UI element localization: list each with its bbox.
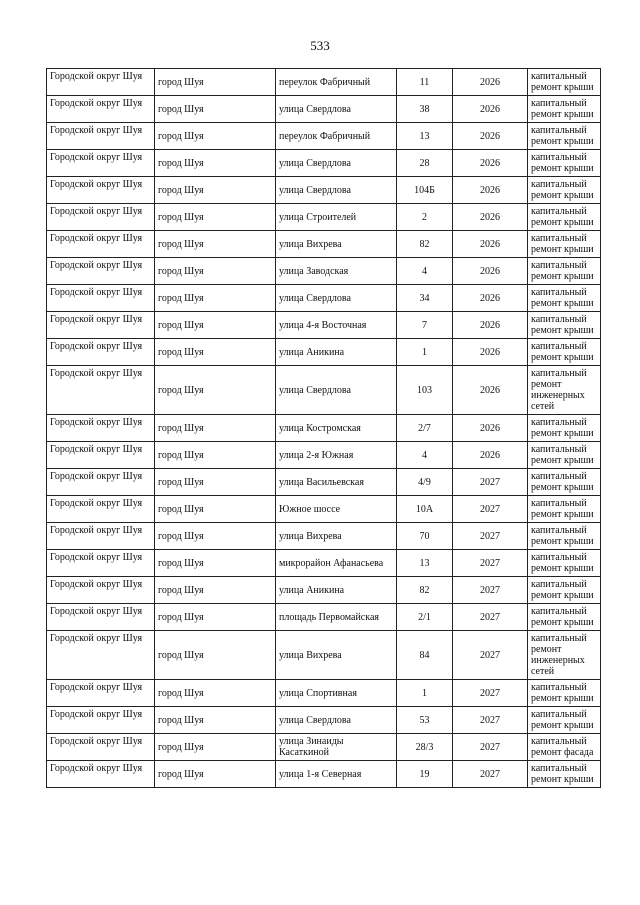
house-number-cell: 10А bbox=[397, 496, 453, 523]
city-cell: город Шуя bbox=[155, 204, 276, 231]
house-number-cell: 53 bbox=[397, 707, 453, 734]
work-type-cell: капитальный ремонт крыши bbox=[528, 312, 601, 339]
district-cell: Городской округ Шуя bbox=[47, 469, 155, 496]
year-cell: 2026 bbox=[453, 366, 528, 415]
city-cell: город Шуя bbox=[155, 258, 276, 285]
year-cell: 2027 bbox=[453, 604, 528, 631]
district-cell: Городской округ Шуя bbox=[47, 680, 155, 707]
street-cell: улица Свердлова bbox=[276, 285, 397, 312]
district-cell: Городской округ Шуя bbox=[47, 761, 155, 788]
city-cell: город Шуя bbox=[155, 339, 276, 366]
house-number-cell: 104Б bbox=[397, 177, 453, 204]
district-cell: Городской округ Шуя bbox=[47, 204, 155, 231]
work-type-cell: капитальный ремонт крыши bbox=[528, 523, 601, 550]
work-type-cell: капитальный ремонт крыши bbox=[528, 177, 601, 204]
table-row bbox=[47, 204, 601, 231]
year-cell: 2026 bbox=[453, 150, 528, 177]
city-cell: город Шуя bbox=[155, 96, 276, 123]
page-number: 533 bbox=[310, 38, 330, 53]
work-type-cell: капитальный ремонт крыши bbox=[528, 415, 601, 442]
house-number-cell: 28/3 bbox=[397, 734, 453, 761]
table-row bbox=[47, 577, 601, 604]
house-number-cell: 19 bbox=[397, 761, 453, 788]
street-cell: улица Аникина bbox=[276, 577, 397, 604]
district-cell: Городской округ Шуя bbox=[47, 604, 155, 631]
street-cell: переулок Фабричный bbox=[276, 123, 397, 150]
table-row bbox=[47, 339, 601, 366]
street-cell: улица 4-я Восточная bbox=[276, 312, 397, 339]
street-cell: улица Зинаиды Касаткиной bbox=[276, 734, 397, 761]
year-cell: 2026 bbox=[453, 285, 528, 312]
house-number-cell: 84 bbox=[397, 631, 453, 680]
street-cell: улица Свердлова bbox=[276, 150, 397, 177]
work-type-cell: капитальный ремонт крыши bbox=[528, 204, 601, 231]
table-row bbox=[47, 734, 601, 761]
city-cell: город Шуя bbox=[155, 550, 276, 577]
city-cell: город Шуя bbox=[155, 285, 276, 312]
district-cell: Городской округ Шуя bbox=[47, 312, 155, 339]
year-cell: 2026 bbox=[453, 96, 528, 123]
house-number-cell: 13 bbox=[397, 550, 453, 577]
work-type-cell: капитальный ремонт крыши bbox=[528, 231, 601, 258]
year-cell: 2027 bbox=[453, 707, 528, 734]
table-row bbox=[47, 69, 601, 96]
year-cell: 2026 bbox=[453, 204, 528, 231]
house-number-cell: 11 bbox=[397, 69, 453, 96]
table-row bbox=[47, 680, 601, 707]
street-cell: улица Свердлова bbox=[276, 96, 397, 123]
city-cell: город Шуя bbox=[155, 469, 276, 496]
house-number-cell: 82 bbox=[397, 231, 453, 258]
table-row bbox=[47, 123, 601, 150]
house-number-cell: 4/9 bbox=[397, 469, 453, 496]
street-cell: улица 2-я Южная bbox=[276, 442, 397, 469]
street-cell: улица Свердлова bbox=[276, 366, 397, 415]
street-cell: улица Вихрева bbox=[276, 631, 397, 680]
house-number-cell: 2 bbox=[397, 204, 453, 231]
year-cell: 2027 bbox=[453, 680, 528, 707]
city-cell: город Шуя bbox=[155, 496, 276, 523]
house-number-cell: 1 bbox=[397, 680, 453, 707]
work-type-cell: капитальный ремонт крыши bbox=[528, 604, 601, 631]
city-cell: город Шуя bbox=[155, 150, 276, 177]
work-type-cell: капитальный ремонт крыши bbox=[528, 442, 601, 469]
city-cell: город Шуя bbox=[155, 415, 276, 442]
work-type-cell: капитальный ремонт крыши bbox=[528, 258, 601, 285]
year-cell: 2027 bbox=[453, 496, 528, 523]
year-cell: 2027 bbox=[453, 734, 528, 761]
district-cell: Городской округ Шуя bbox=[47, 523, 155, 550]
street-cell: улица Строителей bbox=[276, 204, 397, 231]
work-type-cell: капитальный ремонт инженерных сетей bbox=[528, 366, 601, 415]
work-type-cell: капитальный ремонт крыши bbox=[528, 150, 601, 177]
work-type-cell: капитальный ремонт крыши bbox=[528, 123, 601, 150]
city-cell: город Шуя bbox=[155, 442, 276, 469]
district-cell: Городской округ Шуя bbox=[47, 150, 155, 177]
house-number-cell: 38 bbox=[397, 96, 453, 123]
work-type-cell: капитальный ремонт крыши bbox=[528, 285, 601, 312]
year-cell: 2027 bbox=[453, 761, 528, 788]
table-row bbox=[47, 604, 601, 631]
year-cell: 2027 bbox=[453, 523, 528, 550]
year-cell: 2026 bbox=[453, 177, 528, 204]
work-type-cell: капитальный ремонт крыши bbox=[528, 339, 601, 366]
street-cell: улица Аникина bbox=[276, 339, 397, 366]
house-number-cell: 103 bbox=[397, 366, 453, 415]
work-type-cell: капитальный ремонт крыши bbox=[528, 577, 601, 604]
table-row bbox=[47, 231, 601, 258]
street-cell: улица Спортивная bbox=[276, 680, 397, 707]
city-cell: город Шуя bbox=[155, 123, 276, 150]
city-cell: город Шуя bbox=[155, 680, 276, 707]
table-row bbox=[47, 469, 601, 496]
house-number-cell: 13 bbox=[397, 123, 453, 150]
district-cell: Городской округ Шуя bbox=[47, 577, 155, 604]
district-cell: Городской округ Шуя bbox=[47, 258, 155, 285]
city-cell: город Шуя bbox=[155, 69, 276, 96]
house-number-cell: 70 bbox=[397, 523, 453, 550]
house-number-cell: 34 bbox=[397, 285, 453, 312]
city-cell: город Шуя bbox=[155, 707, 276, 734]
city-cell: город Шуя bbox=[155, 366, 276, 415]
year-cell: 2026 bbox=[453, 69, 528, 96]
district-cell: Городской округ Шуя bbox=[47, 496, 155, 523]
street-cell: площадь Первомайская bbox=[276, 604, 397, 631]
city-cell: город Шуя bbox=[155, 577, 276, 604]
street-cell: переулок Фабричный bbox=[276, 69, 397, 96]
street-cell: улица Свердлова bbox=[276, 707, 397, 734]
year-cell: 2026 bbox=[453, 339, 528, 366]
table-row bbox=[47, 550, 601, 577]
city-cell: город Шуя bbox=[155, 312, 276, 339]
table-row bbox=[47, 366, 601, 415]
work-type-cell: капитальный ремонт инженерных сетей bbox=[528, 631, 601, 680]
street-cell: улица Заводская bbox=[276, 258, 397, 285]
city-cell: город Шуя bbox=[155, 734, 276, 761]
year-cell: 2026 bbox=[453, 442, 528, 469]
street-cell: микрорайон Афанасьева bbox=[276, 550, 397, 577]
house-number-cell: 1 bbox=[397, 339, 453, 366]
year-cell: 2026 bbox=[453, 123, 528, 150]
district-cell: Городской округ Шуя bbox=[47, 177, 155, 204]
table-row bbox=[47, 258, 601, 285]
street-cell: улица Вихрева bbox=[276, 231, 397, 258]
house-number-cell: 7 bbox=[397, 312, 453, 339]
house-number-cell: 2/1 bbox=[397, 604, 453, 631]
repair-schedule-table bbox=[46, 68, 601, 788]
house-number-cell: 2/7 bbox=[397, 415, 453, 442]
year-cell: 2026 bbox=[453, 415, 528, 442]
city-cell: город Шуя bbox=[155, 231, 276, 258]
work-type-cell: капитальный ремонт крыши bbox=[528, 96, 601, 123]
table-row bbox=[47, 761, 601, 788]
table-row bbox=[47, 631, 601, 680]
city-cell: город Шуя bbox=[155, 177, 276, 204]
year-cell: 2027 bbox=[453, 631, 528, 680]
house-number-cell: 4 bbox=[397, 442, 453, 469]
city-cell: город Шуя bbox=[155, 761, 276, 788]
house-number-cell: 28 bbox=[397, 150, 453, 177]
table-row bbox=[47, 415, 601, 442]
work-type-cell: капитальный ремонт крыши bbox=[528, 707, 601, 734]
district-cell: Городской округ Шуя bbox=[47, 442, 155, 469]
work-type-cell: капитальный ремонт крыши bbox=[528, 680, 601, 707]
year-cell: 2027 bbox=[453, 469, 528, 496]
year-cell: 2026 bbox=[453, 312, 528, 339]
table-row bbox=[47, 523, 601, 550]
district-cell: Городской округ Шуя bbox=[47, 734, 155, 761]
city-cell: город Шуя bbox=[155, 631, 276, 680]
table-row bbox=[47, 177, 601, 204]
year-cell: 2027 bbox=[453, 577, 528, 604]
work-type-cell: капитальный ремонт крыши bbox=[528, 761, 601, 788]
work-type-cell: капитальный ремонт фасада bbox=[528, 734, 601, 761]
house-number-cell: 82 bbox=[397, 577, 453, 604]
district-cell: Городской округ Шуя bbox=[47, 339, 155, 366]
street-cell: улица Васильевская bbox=[276, 469, 397, 496]
district-cell: Городской округ Шуя bbox=[47, 96, 155, 123]
table-row bbox=[47, 312, 601, 339]
table-row bbox=[47, 285, 601, 312]
table-row bbox=[47, 96, 601, 123]
year-cell: 2026 bbox=[453, 258, 528, 285]
city-cell: город Шуя bbox=[155, 523, 276, 550]
street-cell: улица Вихрева bbox=[276, 523, 397, 550]
year-cell: 2027 bbox=[453, 550, 528, 577]
district-cell: Городской округ Шуя bbox=[47, 285, 155, 312]
table-row bbox=[47, 150, 601, 177]
work-type-cell: капитальный ремонт крыши bbox=[528, 550, 601, 577]
street-cell: Южное шоссе bbox=[276, 496, 397, 523]
work-type-cell: капитальный ремонт крыши bbox=[528, 69, 601, 96]
table-row bbox=[47, 707, 601, 734]
street-cell: улица 1-я Северная bbox=[276, 761, 397, 788]
district-cell: Городской округ Шуя bbox=[47, 631, 155, 680]
district-cell: Городской округ Шуя bbox=[47, 123, 155, 150]
work-type-cell: капитальный ремонт крыши bbox=[528, 496, 601, 523]
street-cell: улица Свердлова bbox=[276, 177, 397, 204]
district-cell: Городской округ Шуя bbox=[47, 707, 155, 734]
work-type-cell: капитальный ремонт крыши bbox=[528, 469, 601, 496]
city-cell: город Шуя bbox=[155, 604, 276, 631]
district-cell: Городской округ Шуя bbox=[47, 366, 155, 415]
district-cell: Городской округ Шуя bbox=[47, 69, 155, 96]
table-row bbox=[47, 442, 601, 469]
year-cell: 2026 bbox=[453, 231, 528, 258]
district-cell: Городской округ Шуя bbox=[47, 231, 155, 258]
table-row bbox=[47, 496, 601, 523]
street-cell: улица Костромская bbox=[276, 415, 397, 442]
district-cell: Городской округ Шуя bbox=[47, 550, 155, 577]
house-number-cell: 4 bbox=[397, 258, 453, 285]
district-cell: Городской округ Шуя bbox=[47, 415, 155, 442]
